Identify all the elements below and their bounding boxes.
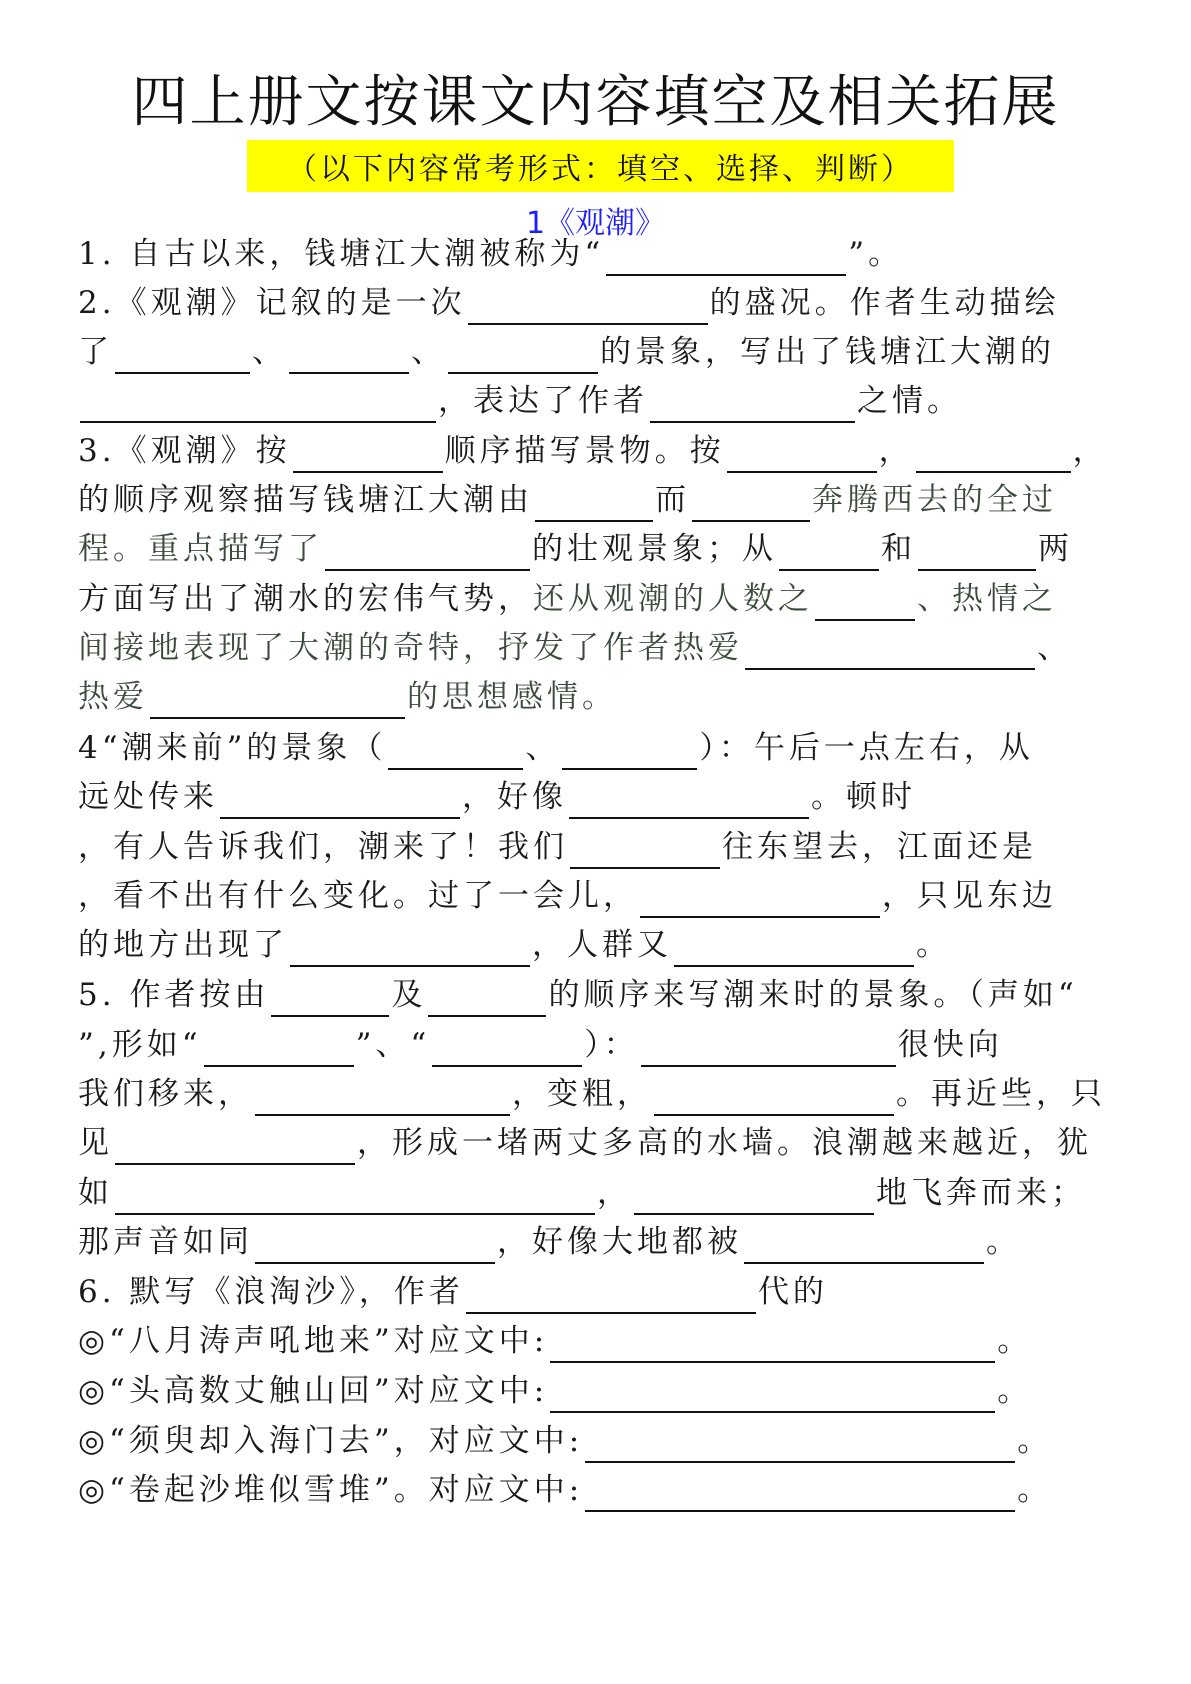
line-text: ◎“须臾却入海门去”，对应文中: <box>78 1423 584 1459</box>
line-text: 。 <box>997 1323 1033 1359</box>
fill-in-blank[interactable] <box>918 533 1036 571</box>
fill-in-blank[interactable] <box>115 1127 355 1165</box>
fill-in-blank[interactable] <box>674 929 914 967</box>
line-text: ◎“头高数丈触山回”对应文中: <box>78 1373 549 1409</box>
fill-in-blank[interactable] <box>255 1226 495 1264</box>
line-text: 地飞奔而来； <box>876 1175 1086 1211</box>
worksheet-line <box>78 232 903 276</box>
line-text: 而 <box>655 482 690 518</box>
worksheet-line <box>78 825 1037 869</box>
worksheet-line <box>78 1220 1021 1264</box>
worksheet-line <box>78 1023 1003 1067</box>
line-text: ◎“卷起沙堆似雪堆”。对应文中: <box>78 1472 584 1508</box>
fill-in-blank[interactable] <box>550 1325 995 1363</box>
line-text: 了 <box>78 334 113 370</box>
line-text: 还从观潮的人数之 <box>533 581 813 617</box>
fill-in-blank[interactable] <box>562 732 697 770</box>
fill-in-blank[interactable] <box>606 238 846 276</box>
line-text: 、 <box>411 334 446 370</box>
fill-in-blank[interactable] <box>290 929 530 967</box>
worksheet-line <box>78 429 1108 473</box>
line-text: 。顿时 <box>811 779 916 815</box>
fill-in-blank[interactable] <box>388 732 523 770</box>
line-text: 远处传来 <box>78 779 218 815</box>
line-text: 的顺序观察描写钱塘江大潮由 <box>78 482 533 518</box>
line-text: 代的 <box>757 1274 828 1310</box>
line-text: ，好像 <box>462 779 567 815</box>
worksheet-line <box>78 874 1057 918</box>
line-text: 。 <box>1017 1472 1053 1508</box>
line-text: ，人群又 <box>532 927 672 963</box>
fill-in-blank[interactable] <box>150 681 405 719</box>
subtitle: （以下内容常考形式：填空、选择、判断） <box>287 152 914 187</box>
fill-in-blank[interactable] <box>640 880 880 918</box>
line-text: 2.《观潮》记叙的是一次 <box>78 285 466 321</box>
line-text: 奔腾西去的全过 <box>812 482 1057 518</box>
line-text: 间接地表现了大潮的奇特，抒发了作者热爱 <box>78 630 743 666</box>
line-text: ，有人告诉我们，潮来了！我们 <box>78 829 568 865</box>
line-text: ”,形如“ <box>78 1027 202 1063</box>
fill-in-blank[interactable] <box>466 1276 756 1314</box>
fill-in-blank[interactable] <box>448 336 598 374</box>
line-text: ，变粗， <box>512 1076 652 1112</box>
line-text: 及 <box>391 977 427 1013</box>
line-text: 。再近些，只 <box>896 1076 1106 1112</box>
line-text: ，看不出有什么变化。过了一会儿， <box>78 878 638 914</box>
line-text: ◎“八月涛声吼地来”对应文中: <box>78 1323 549 1359</box>
line-text: 的思想感情。 <box>407 679 617 715</box>
worksheet-line <box>78 1121 1092 1165</box>
worksheet-line <box>78 1419 1052 1463</box>
line-text: 的地方出现了 <box>78 927 288 963</box>
line-text: 4“潮来前”的景象（ <box>78 730 387 766</box>
line-text: 5. 作者按由 <box>78 977 270 1013</box>
fill-in-blank[interactable] <box>293 435 443 473</box>
line-text: 那声音如同 <box>78 1224 253 1260</box>
line-text: 热爱 <box>78 679 148 715</box>
fill-in-blank[interactable] <box>220 781 460 819</box>
line-text: ，表达了作者 <box>438 383 648 419</box>
line-text: 6. 默写《浪淘沙》，作者 <box>78 1274 464 1310</box>
worksheet-line <box>78 1072 1106 1116</box>
line-text: ，只见东边 <box>882 878 1057 914</box>
worksheet-line <box>78 281 1060 325</box>
line-text: 顺序描写景物。按 <box>444 433 725 469</box>
worksheet-line <box>78 1319 1032 1363</box>
worksheet-line <box>78 577 1057 621</box>
line-text: 和 <box>881 531 916 567</box>
fill-in-blank[interactable] <box>744 1226 984 1264</box>
line-text: 的景象，写出了钱塘江大潮的 <box>600 334 1055 370</box>
line-text: 程。重点描写了 <box>78 531 323 567</box>
line-text: 之情。 <box>857 383 962 419</box>
line-text: ”。 <box>848 236 904 272</box>
line-text: 3.《观潮》按 <box>78 433 291 469</box>
line-text: 往东望去，江面还是 <box>722 829 1037 865</box>
fill-in-blank[interactable] <box>271 979 389 1017</box>
worksheet-line <box>78 527 1073 571</box>
worksheet-line <box>78 1369 1032 1413</box>
worksheet-line <box>78 1270 828 1314</box>
line-text: ）：午后一点左右，从 <box>699 730 1034 766</box>
fill-in-blank[interactable] <box>692 484 810 522</box>
line-text: 。 <box>986 1224 1021 1260</box>
fill-in-blank[interactable] <box>654 1078 894 1116</box>
worksheet-line <box>78 973 1078 1017</box>
fill-in-blank[interactable] <box>255 1078 510 1116</box>
line-text: 方面写出了潮水的宏伟气势， <box>78 581 533 617</box>
worksheet-line <box>78 330 1055 374</box>
line-text: ，好像大地都被 <box>497 1224 742 1260</box>
line-text: 的壮观景象；从 <box>532 531 777 567</box>
fill-in-blank[interactable] <box>569 781 809 819</box>
subtitle-highlight <box>247 140 954 192</box>
line-text: 。 <box>1017 1423 1053 1459</box>
fill-in-blank[interactable] <box>585 1425 1015 1463</box>
fill-in-blank[interactable] <box>432 1029 582 1067</box>
line-text: 。 <box>997 1373 1033 1409</box>
worksheet-line <box>78 478 1057 522</box>
fill-in-blank[interactable] <box>779 533 879 571</box>
worksheet-line <box>78 379 962 423</box>
fill-in-blank[interactable] <box>745 632 1035 670</box>
fill-in-blank[interactable] <box>428 979 546 1017</box>
line-text: 如 <box>78 1175 113 1211</box>
fill-in-blank[interactable] <box>289 336 409 374</box>
fill-in-blank[interactable] <box>815 583 915 621</box>
fill-in-blank[interactable] <box>727 435 877 473</box>
fill-in-blank[interactable] <box>916 435 1071 473</box>
line-text: 、 <box>1037 630 1072 666</box>
worksheet-line <box>78 726 1034 770</box>
worksheet-line <box>78 775 916 819</box>
fill-in-blank[interactable] <box>550 1375 995 1413</box>
worksheet-line <box>78 1468 1052 1512</box>
worksheet-line <box>78 1171 1086 1215</box>
fill-in-blank[interactable] <box>570 831 720 869</box>
line-text: 两 <box>1038 531 1073 567</box>
line-text: 很快向 <box>897 1027 1003 1063</box>
fill-in-blank[interactable] <box>641 1029 896 1067</box>
line-text: 、 <box>525 730 561 766</box>
fill-in-blank[interactable] <box>585 1474 1015 1512</box>
line-text: 见 <box>78 1125 113 1161</box>
line-text: ”、“ <box>355 1027 431 1063</box>
page-title: 四上册文按课文内容填空及相关拓展 <box>131 70 1060 135</box>
line-text: ）： <box>584 1027 639 1063</box>
line-text: 的盛况。作者生动描绘 <box>709 285 1060 321</box>
line-text: 1. 自古以来，钱塘江大潮被称为“ <box>78 236 605 272</box>
line-text: 的顺序来写潮来时的景象。（声如“ <box>548 977 1078 1013</box>
fill-in-blank[interactable] <box>80 385 436 423</box>
line-text: ， <box>878 433 914 469</box>
worksheet-line <box>78 675 617 719</box>
fill-in-blank[interactable] <box>325 533 530 571</box>
line-text: ， <box>597 1175 632 1211</box>
fill-in-blank[interactable] <box>468 287 708 325</box>
fill-in-blank[interactable] <box>115 336 250 374</box>
line-text: 、热情之 <box>917 581 1057 617</box>
line-text: ， <box>1072 433 1108 469</box>
line-text: 、 <box>252 334 287 370</box>
line-text: 我们移来， <box>78 1076 253 1112</box>
lesson-heading: 1《观潮》 <box>525 206 666 241</box>
fill-in-blank[interactable] <box>634 1177 874 1215</box>
worksheet-line <box>78 626 1072 670</box>
fill-in-blank[interactable] <box>650 385 855 423</box>
line-text: ，形成一堵两丈多高的水墙。浪潮越来越近，犹 <box>357 1125 1092 1161</box>
fill-in-blank[interactable] <box>204 1029 354 1067</box>
line-text: 。 <box>916 927 951 963</box>
fill-in-blank[interactable] <box>115 1177 595 1215</box>
worksheet-line <box>78 923 951 967</box>
fill-in-blank[interactable] <box>535 484 653 522</box>
